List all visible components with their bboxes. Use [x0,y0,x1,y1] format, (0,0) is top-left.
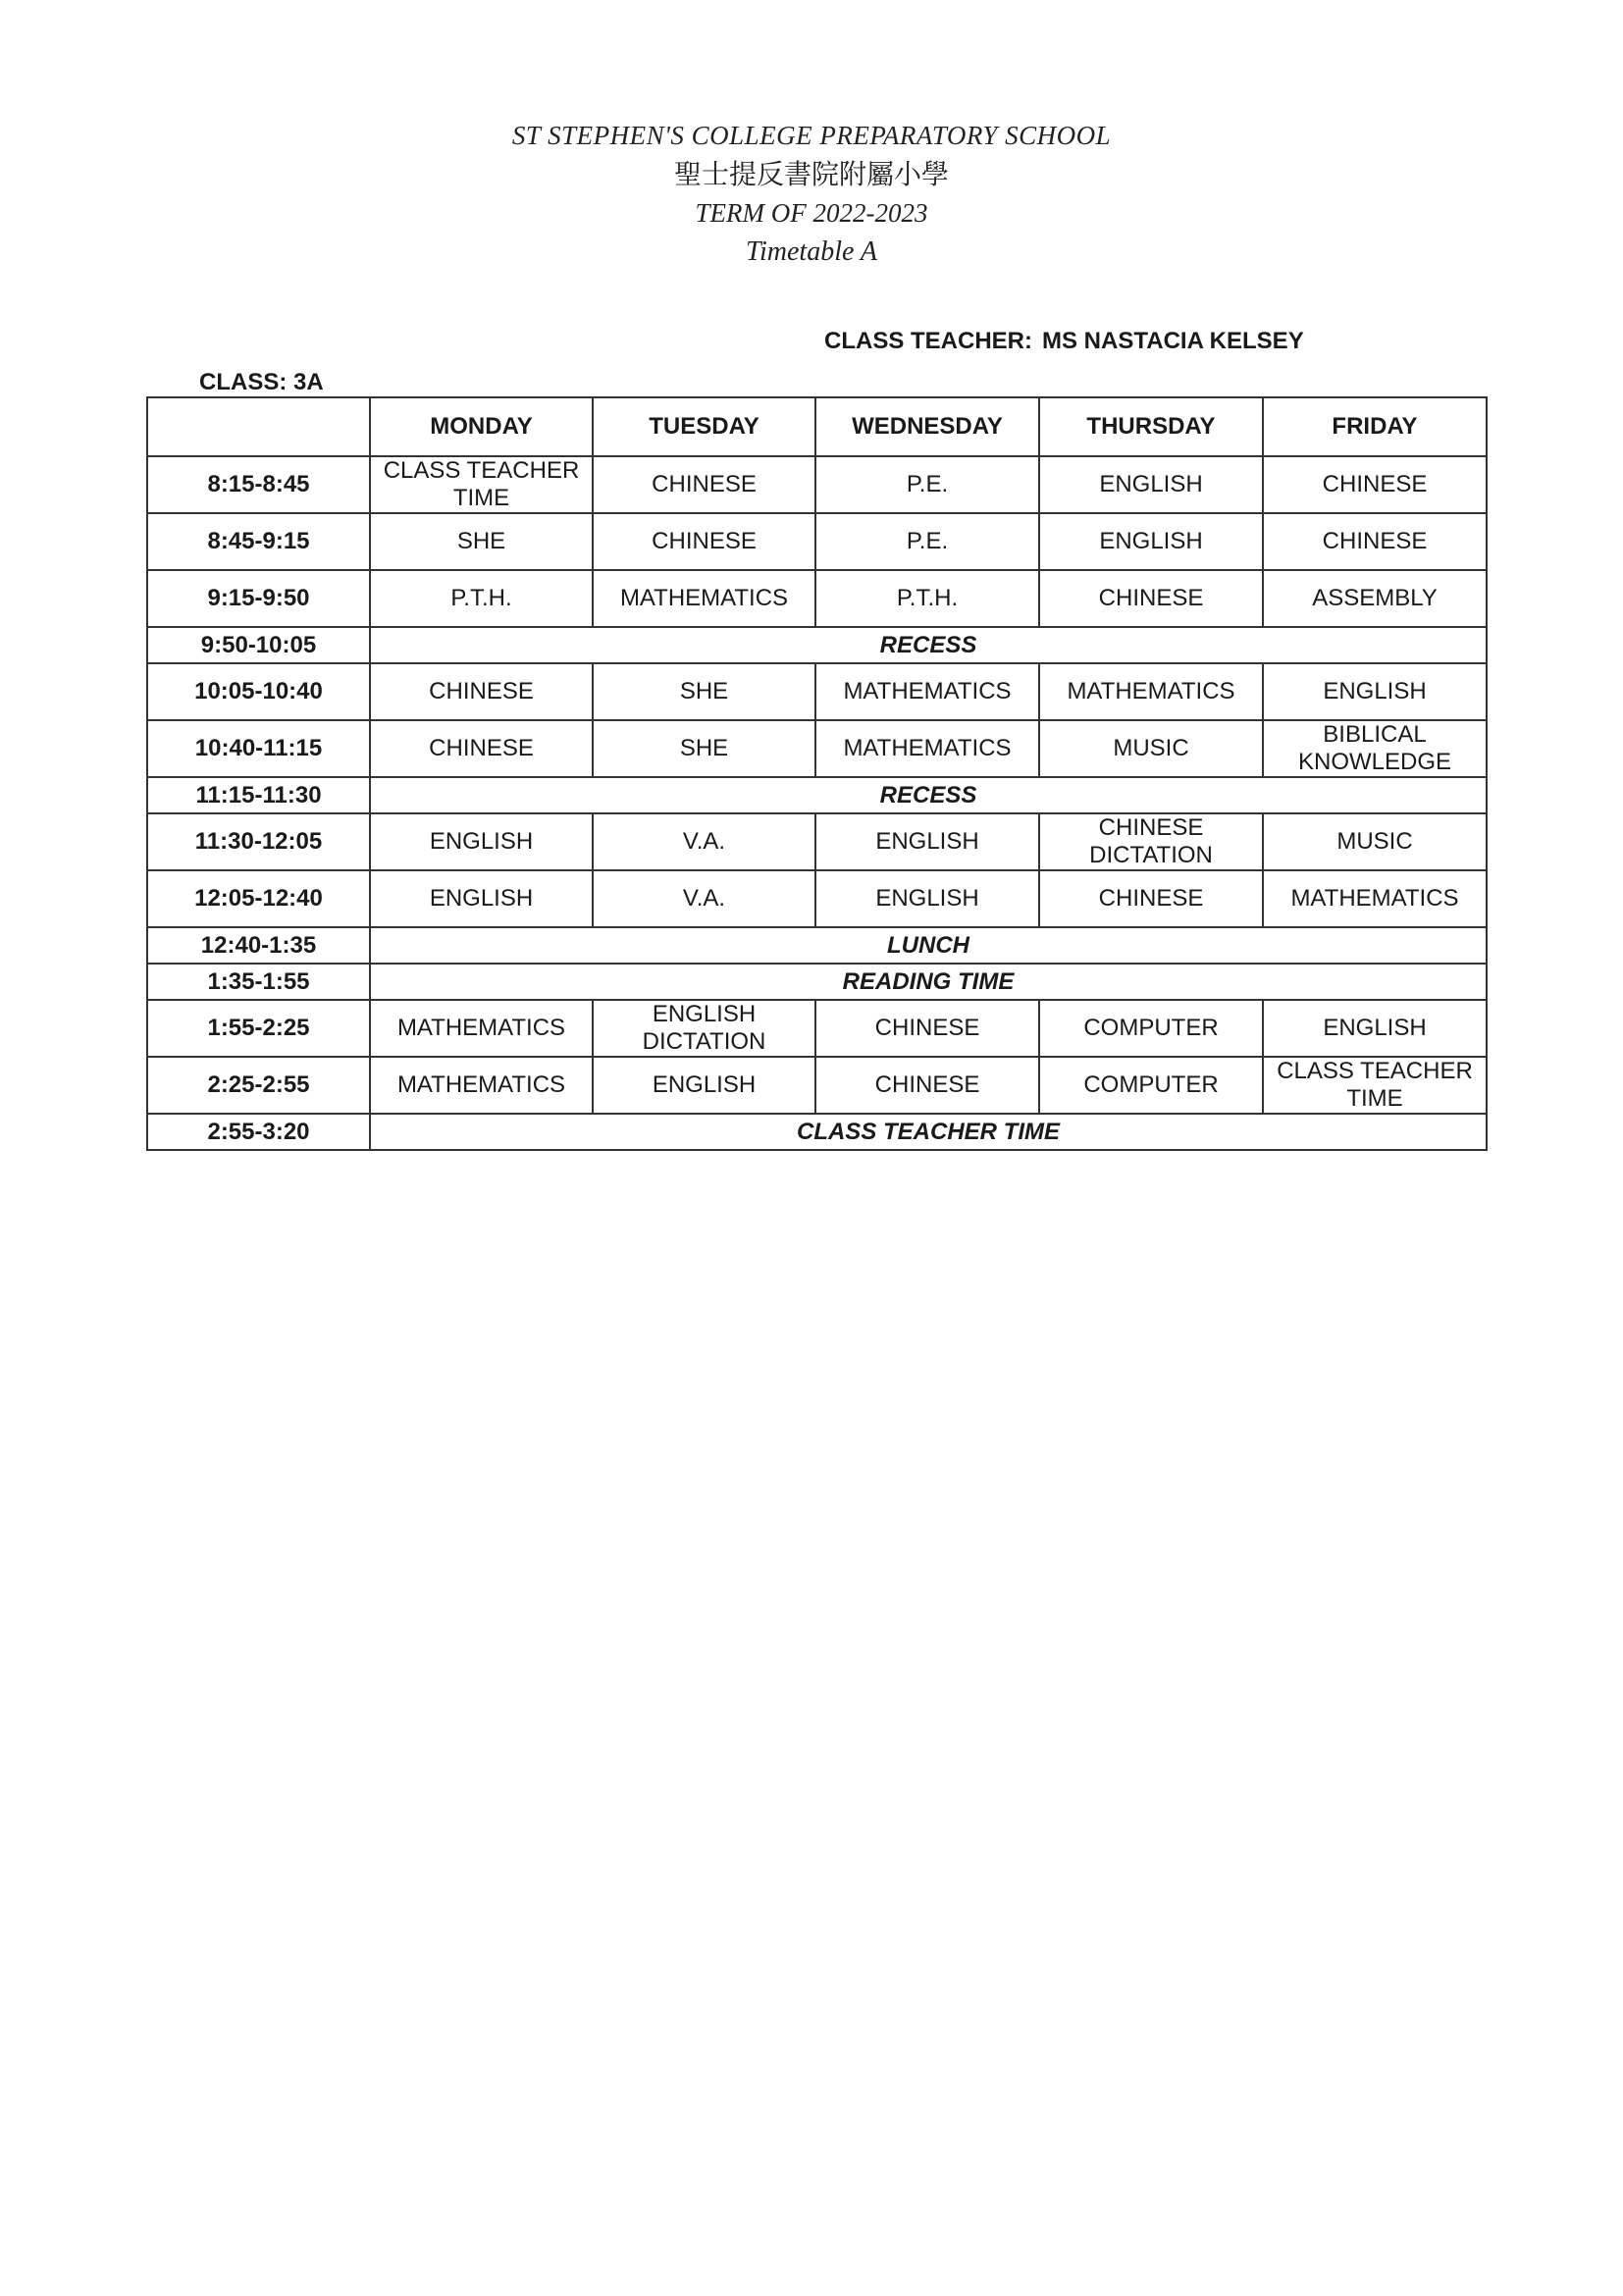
lesson-row [147,456,1487,513]
lesson-cell-monday [370,1057,593,1114]
class-teacher-label: CLASS TEACHER: [824,328,1033,354]
class-label: CLASS: 3A [199,369,324,395]
time-slot: 2:25-2:55 [147,1057,370,1114]
subject-text: COMPUTER [1083,1071,1219,1098]
break-row [147,964,1487,1000]
lesson-cell-friday [1263,663,1487,720]
lesson-cell-thursday [1039,813,1263,870]
subject-text: CHINESE [429,735,534,761]
lesson-cell-monday [370,570,593,627]
school-name: ST STEPHEN'S COLLEGE PREPARATORY SCHOOL [511,121,1112,150]
header-row [147,397,1487,456]
subject-text: CHINESE [1098,585,1204,611]
lesson-cell-monday [370,1000,593,1057]
class-teacher [824,328,1304,355]
day-header-thursday: THURSDAY [1039,397,1263,456]
lesson-row [147,663,1487,720]
subject-text: P.E. [906,528,949,554]
subject-text: ENGLISH [1099,528,1203,554]
break-label: CLASS TEACHER TIME [370,1114,1487,1150]
lesson-cell-tuesday [593,663,815,720]
subject-text: CHINESE [429,678,534,704]
lesson-cell-tuesday [593,570,815,627]
lesson-cell-wednesday [815,456,1039,513]
subject-text: SHE [679,735,729,761]
time-slot: 8:15-8:45 [147,456,370,513]
break-label: RECESS [370,777,1487,813]
lesson-cell-monday [370,813,593,870]
time-slot: 12:40-1:35 [147,927,370,964]
class-teacher-name: MS NASTACIA KELSEY [1042,328,1304,354]
lesson-cell-wednesday [815,1000,1039,1057]
timetable-body [147,456,1487,1150]
time-slot: 8:45-9:15 [147,513,370,570]
subject-text: DICTATION [642,1028,766,1055]
subject-text: CLASS TEACHER [383,457,580,484]
lesson-cell-wednesday [815,720,1039,777]
subject-text: TIME [1346,1085,1403,1112]
lesson-cell-thursday [1039,1000,1263,1057]
subject-text: MATHEMATICS [1067,678,1235,704]
lesson-cell-monday [370,720,593,777]
school-name-chinese: 聖士提反書院附屬小學 [673,158,949,190]
subject-text: KNOWLEDGE [1297,749,1452,775]
lesson-cell-monday [370,513,593,570]
time-slot: 10:05-10:40 [147,663,370,720]
subject-text: ENGLISH [429,828,534,855]
subject-text: BIBLICAL [1323,721,1427,748]
subject-text: MATHEMATICS [843,735,1012,761]
lesson-cell-tuesday [593,1057,815,1114]
day-header-monday: MONDAY [370,397,593,456]
subject-text: ENGLISH [652,1001,757,1027]
subject-text: ASSEMBLY [1312,585,1438,611]
break-row [147,927,1487,964]
lesson-cell-friday [1263,720,1487,777]
time-slot: 10:40-11:15 [147,720,370,777]
subject-text: MATHEMATICS [1290,885,1459,912]
lesson-cell-tuesday [593,456,815,513]
subject-text: SHE [456,528,506,554]
lesson-cell-tuesday [593,1000,815,1057]
subject-text: ENGLISH [875,828,979,855]
subject-text: ENGLISH [429,885,534,912]
lesson-row [147,813,1487,870]
lesson-cell-friday [1263,813,1487,870]
time-slot: 1:35-1:55 [147,964,370,1000]
lesson-cell-friday [1263,870,1487,927]
lesson-cell-wednesday [815,513,1039,570]
subject-text: CHINESE [874,1071,980,1098]
subject-text: SHE [679,678,729,704]
lesson-cell-monday [370,663,593,720]
subject-text: MATHEMATICS [619,585,789,611]
document-header [0,116,1623,273]
subject-text: CHINESE [874,1015,980,1041]
subject-text: MATHEMATICS [396,1015,566,1041]
timetable [146,396,1488,1151]
lesson-cell-wednesday [815,663,1039,720]
subject-text: P.T.H. [896,585,959,611]
timetable-name: Timetable A [745,236,878,267]
subject-text: ENGLISH [1099,471,1203,497]
subject-text: CHINESE [1322,528,1428,554]
lesson-cell-friday [1263,1057,1487,1114]
lesson-cell-thursday [1039,720,1263,777]
lesson-cell-friday [1263,1000,1487,1057]
day-header-wednesday: WEDNESDAY [815,397,1039,456]
subject-text: CHINESE [1322,471,1428,497]
lesson-row [147,1057,1487,1114]
subject-text: DICTATION [1089,842,1213,868]
lesson-cell-wednesday [815,813,1039,870]
break-row [147,777,1487,813]
lesson-cell-tuesday [593,813,815,870]
subject-text: TIME [452,485,510,511]
lesson-cell-tuesday [593,513,815,570]
time-slot: 9:50-10:05 [147,627,370,663]
subject-text: ENGLISH [1323,1015,1427,1041]
subject-text: MATHEMATICS [396,1071,566,1098]
day-header-tuesday: TUESDAY [593,397,815,456]
corner-cell [147,397,370,456]
subject-text: CHINESE [652,471,757,497]
subject-text: COMPUTER [1083,1015,1219,1041]
subject-text: MUSIC [1336,828,1413,855]
lesson-cell-thursday [1039,513,1263,570]
subject-text: MATHEMATICS [843,678,1012,704]
subject-text: ENGLISH [875,885,979,912]
lesson-cell-friday [1263,513,1487,570]
lesson-cell-thursday [1039,1057,1263,1114]
lesson-cell-tuesday [593,720,815,777]
lesson-cell-friday [1263,456,1487,513]
subject-text: CLASS TEACHER [1277,1058,1473,1084]
subject-text: MUSIC [1113,735,1189,761]
break-label: READING TIME [370,964,1487,1000]
lesson-row [147,1000,1487,1057]
time-slot: 11:30-12:05 [147,813,370,870]
lesson-cell-thursday [1039,870,1263,927]
time-slot: 12:05-12:40 [147,870,370,927]
subject-text: P.E. [906,471,949,497]
time-slot: 9:15-9:50 [147,570,370,627]
lesson-cell-wednesday [815,570,1039,627]
lesson-cell-thursday [1039,663,1263,720]
term-title: TERM OF 2022-2023 [695,198,928,228]
lesson-row [147,570,1487,627]
subject-text: ENGLISH [652,1071,757,1098]
subject-text: CHINESE [652,528,757,554]
lesson-cell-monday [370,456,593,513]
day-header-friday: FRIDAY [1263,397,1487,456]
subject-text: V.A. [682,885,726,912]
lesson-cell-friday [1263,570,1487,627]
subject-text: CHINESE [1098,814,1204,841]
break-row [147,627,1487,663]
subject-text: ENGLISH [1323,678,1427,704]
subject-text: CHINESE [1098,885,1204,912]
subject-text: V.A. [682,828,726,855]
lesson-cell-wednesday [815,870,1039,927]
lesson-row [147,870,1487,927]
break-row [147,1114,1487,1150]
time-slot: 2:55-3:20 [147,1114,370,1150]
lesson-row [147,720,1487,777]
break-label: RECESS [370,627,1487,663]
subject-text: P.T.H. [450,585,512,611]
time-slot: 11:15-11:30 [147,777,370,813]
lesson-cell-thursday [1039,570,1263,627]
break-label: LUNCH [370,927,1487,964]
time-slot: 1:55-2:25 [147,1000,370,1057]
lesson-cell-thursday [1039,456,1263,513]
lesson-row [147,513,1487,570]
lesson-cell-tuesday [593,870,815,927]
lesson-cell-wednesday [815,1057,1039,1114]
lesson-cell-monday [370,870,593,927]
